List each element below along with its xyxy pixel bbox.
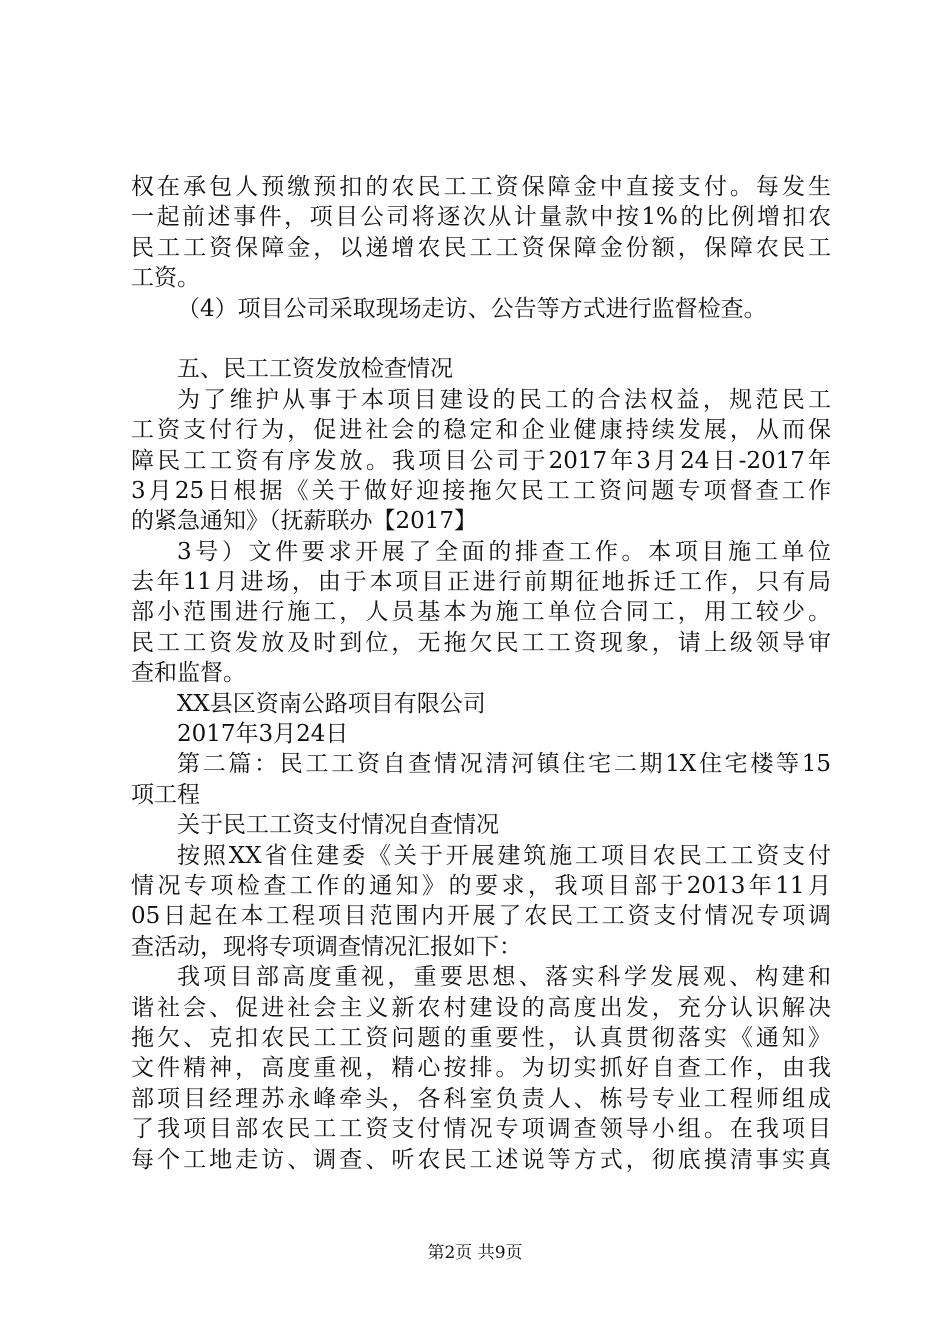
- text-line: 民工工资保障金，以递增农民工工资保障金份额，保障农民工: [131, 234, 831, 261]
- section-heading: 五、民工工资发放检查情况: [177, 356, 453, 383]
- text-line: （4）项目公司采取现场走访、公告等方式进行监督检查。: [177, 295, 767, 322]
- report-title: 关于民工工资支付情况自查情况: [177, 812, 499, 839]
- text-line: 障民工工资有序发放。我项目公司于2017年3月24日-2017年: [131, 447, 831, 474]
- text-line: 的紧急通知》（抚薪联办【2017】: [131, 508, 478, 535]
- document-body: [131, 172, 831, 1175]
- text-line: 05日起在本工程项目范围内开展了农民工工资支付情况专项调: [131, 903, 831, 930]
- text-line: 按照XX省住建委《关于开展建筑施工项目农民工工资支付: [177, 842, 831, 869]
- text-line: 民工工资发放及时到位，无拖欠民工工资现象，请上级领导审: [131, 629, 831, 656]
- text-line: 文件精神，高度重视，精心按排。为切实抓好自查工作，由我: [131, 1055, 831, 1082]
- text-line: 拖欠、克扣农民工工资问题的重要性，认真贯彻落实《通知》: [131, 1024, 831, 1051]
- text-line: 了我项目部农民工工资支付情况专项调查领导小组。在我项目: [131, 1116, 831, 1143]
- company-name: XX县区资南公路项目有限公司: [177, 690, 486, 717]
- text-line: 部小范围进行施工，人员基本为施工单位合同工，用工较少。: [131, 599, 831, 626]
- text-line: 谐社会、促进社会主义新农村建设的高度出发，充分认识解决: [131, 994, 831, 1021]
- text-line: 工资。: [131, 265, 200, 292]
- chapter-heading-continued: 项工程: [131, 781, 200, 808]
- document-date: 2017年3月24日: [177, 721, 349, 748]
- text-line: 为了维护从事于本项目建设的民工的合法权益，规范民工: [177, 386, 831, 413]
- text-line: 工资支付行为，促进社会的稳定和企业健康持续发展，从而保: [131, 417, 831, 444]
- text-line: 一起前述事件，项目公司将逐次从计量款中按1%的比例增扣农: [131, 204, 831, 231]
- text-line: 3号）文件要求开展了全面的排查工作。本项目施工单位: [177, 538, 831, 565]
- text-line: 每个工地走访、调查、听农民工述说等方式，彻底摸清事实真: [131, 1146, 831, 1173]
- text-line: 3月25日根据《关于做好迎接拖欠民工工资问题专项督查工作: [131, 477, 831, 504]
- text-line: 查和监督。: [131, 660, 246, 687]
- text-line: 权在承包人预缴预扣的农民工工资保障金中直接支付。每发生: [131, 174, 831, 200]
- paragraph-gap: [131, 324, 831, 354]
- text-line: 部项目经理苏永峰牵头，各科室负责人、栋号专业工程师组成: [131, 1085, 831, 1112]
- chapter-heading: 第二篇：民工工资自查情况清河镇住宅二期1X住宅楼等15: [177, 751, 831, 778]
- text-line: 我项目部高度重视，重要思想、落实科学发展观、构建和: [177, 964, 831, 991]
- text-line: 情况专项检查工作的通知》的要求，我项目部于2013年11月: [131, 872, 831, 899]
- text-line: 查活动，现将专项调查情况汇报如下：: [131, 933, 522, 960]
- page-number-footer: 第2页 共9页: [427, 1243, 523, 1263]
- text-line: 去年11月进场，由于本项目正进行前期征地拆迁工作，只有局: [131, 569, 831, 596]
